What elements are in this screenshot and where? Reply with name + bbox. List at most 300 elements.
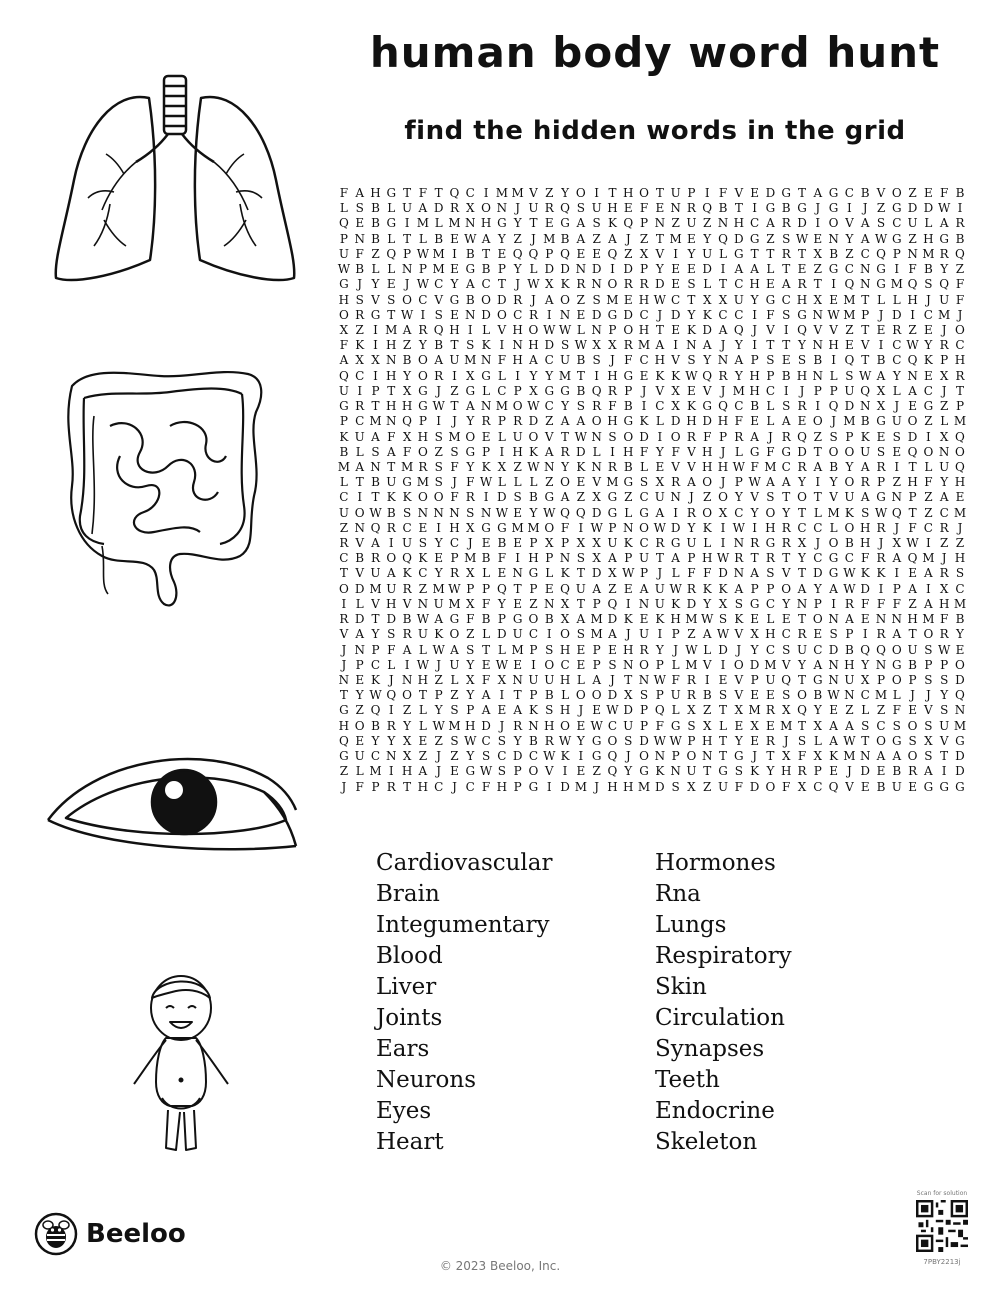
grid-letter: J [531, 292, 536, 307]
grid-letter: W [843, 566, 856, 581]
grid-letter: C [528, 749, 539, 764]
grid-letter: R [876, 459, 886, 474]
grid-letter: Q [955, 459, 965, 474]
grid-letter: R [639, 642, 649, 657]
grid-letter: A [829, 733, 838, 748]
grid-letter: F [940, 612, 949, 627]
grid-letter: L [892, 383, 901, 398]
grid-letter: E [623, 292, 633, 307]
grid-letter: W [416, 612, 430, 627]
grid-row [336, 612, 968, 627]
grid-letter: O [560, 627, 570, 642]
grid-letter: J [436, 657, 442, 672]
grid-letter: A [766, 475, 775, 490]
grid-letter: Q [907, 444, 918, 459]
grid-letter: B [481, 262, 491, 277]
grid-letter: A [386, 444, 396, 459]
grid-letter: B [623, 459, 633, 474]
grid-letter: D [749, 657, 760, 672]
grid-letter: P [845, 627, 854, 642]
grid-letter: E [829, 292, 838, 307]
grid-letter: M [416, 475, 430, 490]
grid-letter: S [450, 733, 459, 748]
grid-letter: S [876, 216, 886, 231]
grid-letter: W [464, 231, 477, 246]
grid-letter: I [831, 353, 836, 368]
grid-letter: R [386, 520, 396, 535]
grid-letter: H [607, 368, 618, 383]
grid-letter: P [529, 536, 538, 551]
grid-letter: A [576, 216, 586, 231]
grid-letter: N [654, 749, 666, 764]
grid-letter: F [355, 246, 364, 261]
grid-letter: Q [496, 581, 507, 596]
grid-letter: E [924, 322, 933, 337]
grid-letter: D [512, 749, 523, 764]
grid-letter: R [686, 505, 696, 520]
grid-letter: M [432, 246, 445, 261]
grid-letter: K [623, 612, 633, 627]
grid-letter: A [781, 277, 791, 292]
grid-letter: V [355, 536, 365, 551]
grid-letter: G [781, 444, 791, 459]
grid-letter: L [482, 383, 491, 398]
grid-row [336, 719, 968, 734]
grid-letter: R [781, 520, 791, 535]
grid-letter: W [590, 520, 603, 535]
grid-letter: C [481, 277, 491, 292]
grid-letter: S [718, 688, 728, 703]
grid-letter: J [925, 292, 931, 307]
grid-letter: S [829, 627, 838, 642]
grid-letter: H [338, 292, 350, 307]
grid-row [336, 338, 968, 353]
grid-letter: X [813, 292, 823, 307]
grid-letter: A [908, 581, 917, 596]
grid-letter: H [401, 399, 413, 414]
grid-letter: P [892, 581, 901, 596]
grid-letter: P [418, 262, 427, 277]
grid-letter: L [418, 703, 427, 718]
grid-letter: D [560, 779, 570, 794]
grid-letter: N [370, 459, 381, 474]
grid-letter: U [402, 536, 413, 551]
grid-letter: F [339, 186, 349, 200]
grid-row [336, 536, 968, 551]
grid-letter: C [560, 657, 570, 672]
grid-letter: T [798, 246, 807, 261]
grid-letter: W [685, 368, 698, 383]
grid-letter: J [610, 673, 615, 687]
grid-letter: X [402, 733, 412, 748]
grid-letter: R [686, 688, 696, 703]
grid-letter: E [450, 764, 459, 779]
grid-letter: I [641, 399, 647, 414]
page-title: human body word hunt [369, 28, 941, 77]
grid-letter: L [624, 505, 633, 520]
grid-letter: E [450, 231, 459, 246]
grid-letter: B [813, 688, 823, 703]
grid-letter: V [829, 490, 838, 505]
grid-letter: T [719, 733, 728, 748]
grid-letter: W [716, 551, 730, 566]
grid-letter: I [941, 764, 947, 779]
word-item: Eyes [376, 1098, 432, 1124]
grid-letter: P [529, 642, 538, 657]
grid-letter: R [386, 718, 396, 733]
grid-letter: T [908, 459, 917, 474]
grid-letter: X [544, 277, 554, 292]
grid-letter: W [527, 459, 540, 474]
grid-letter: F [734, 779, 743, 794]
grid-letter: A [355, 627, 365, 642]
grid-letter: F [766, 307, 775, 322]
grid-letter: A [750, 262, 759, 277]
grid-letter: U [939, 292, 950, 307]
grid-letter: T [908, 627, 917, 642]
grid-letter: G [591, 733, 602, 748]
grid-letter: E [955, 490, 965, 505]
grid-letter: G [828, 262, 839, 277]
grid-letter: O [481, 292, 491, 307]
grid-letter: L [355, 596, 364, 611]
grid-letter: D [797, 216, 807, 231]
grid-letter: L [418, 642, 427, 657]
grid-letter: K [655, 764, 665, 779]
grid-letter: R [750, 536, 760, 551]
grid-letter: X [402, 383, 412, 398]
grid-letter: L [592, 444, 601, 459]
grid-letter: P [861, 307, 870, 322]
grid-letter: I [436, 520, 442, 535]
grid-letter: B [371, 718, 380, 733]
grid-letter: G [639, 764, 649, 779]
grid-letter: I [404, 657, 410, 672]
grid-letter: R [513, 292, 523, 307]
grid-letter: Q [623, 216, 634, 231]
grid-letter: I [831, 277, 836, 292]
grid-letter: N [891, 612, 903, 627]
grid-letter: G [607, 505, 618, 520]
grid-letter: T [798, 718, 807, 733]
grid-letter: L [529, 475, 538, 490]
grid-letter: T [513, 581, 522, 596]
grid-letter: I [357, 383, 363, 398]
grid-letter: B [560, 231, 570, 246]
grid-letter: D [591, 566, 602, 581]
grid-letter: S [876, 444, 886, 459]
grid-letter: D [749, 779, 760, 794]
grid-letter: J [720, 444, 726, 459]
grid-letter: E [750, 186, 759, 200]
grid-letter: G [386, 216, 397, 231]
grid-letter: N [670, 201, 681, 216]
grid-letter: G [481, 520, 491, 535]
grid-letter: V [781, 657, 791, 672]
grid-letter: X [592, 338, 601, 353]
grid-letter: E [497, 566, 507, 581]
grid-letter: I [720, 520, 726, 535]
grid-letter: S [355, 292, 364, 307]
grid-letter: F [892, 596, 901, 611]
grid-letter: E [876, 322, 886, 337]
grid-letter: L [829, 368, 838, 383]
grid-letter: J [941, 551, 947, 566]
grid-letter: C [813, 779, 823, 794]
grid-letter: T [450, 338, 459, 353]
grid-letter: O [575, 186, 586, 200]
grid-letter: R [781, 246, 791, 261]
grid-letter: A [576, 612, 586, 627]
grid-letter: T [798, 612, 807, 627]
grid-letter: P [624, 383, 633, 398]
grid-letter: I [610, 444, 615, 459]
grid-letter: G [528, 779, 539, 794]
grid-letter: K [860, 429, 870, 444]
grid-letter: V [371, 292, 380, 307]
grid-letter: C [844, 551, 854, 566]
grid-row [336, 749, 968, 764]
grid-letter: H [623, 186, 634, 200]
grid-letter: G [623, 475, 634, 490]
grid-letter: T [655, 322, 664, 337]
grid-letter: E [481, 429, 491, 444]
qr-caption: Scan for solution [916, 1190, 968, 1197]
grid-letter: G [797, 307, 807, 322]
grid-letter: C [892, 338, 902, 353]
word-item: Respiratory [655, 943, 792, 969]
grid-letter: V [860, 338, 870, 353]
grid-letter: Z [450, 688, 459, 703]
grid-letter: N [859, 749, 871, 764]
grid-letter: M [764, 657, 777, 672]
grid-letter: L [892, 292, 901, 307]
grid-letter: Q [338, 216, 349, 231]
grid-letter: C [639, 490, 649, 505]
grid-letter: J [452, 779, 457, 794]
grid-letter: H [701, 551, 713, 566]
grid-letter: R [623, 277, 633, 292]
grid-letter: G [734, 246, 744, 261]
grid-letter: G [955, 733, 965, 748]
grid-letter: E [908, 399, 917, 414]
grid-letter: S [924, 673, 933, 687]
grid-letter: J [894, 520, 900, 535]
grid-letter: W [938, 642, 951, 657]
grid-letter: F [497, 551, 507, 566]
grid-letter: S [387, 627, 396, 642]
grid-letter: N [812, 368, 824, 383]
grid-letter: I [878, 338, 884, 353]
grid-letter: E [734, 718, 744, 733]
grid-letter: J [515, 277, 521, 292]
grid-letter: S [434, 459, 443, 474]
grid-letter: W [574, 429, 588, 444]
grid-letter: M [843, 749, 856, 764]
grid-letter: V [876, 186, 886, 200]
grid-letter: G [749, 596, 760, 611]
grid-letter: O [844, 520, 855, 535]
grid-letter: W [495, 657, 509, 672]
grid-letter: G [607, 307, 618, 322]
grid-letter: N [528, 718, 539, 733]
grid-letter: Y [624, 764, 633, 779]
grid-letter: X [860, 673, 870, 687]
grid-letter: W [558, 733, 572, 748]
grid-letter: S [892, 718, 901, 733]
grid-letter: A [829, 718, 838, 733]
grid-letter: S [782, 688, 791, 703]
grid-letter: B [434, 338, 444, 353]
grid-letter: E [418, 733, 428, 748]
grid-letter: L [387, 231, 396, 246]
grid-letter: A [734, 262, 744, 277]
grid-letter: Z [703, 216, 712, 231]
grid-letter: T [798, 186, 807, 200]
grid-letter: X [639, 246, 649, 261]
grid-letter: O [417, 444, 428, 459]
child-illustration [126, 972, 236, 1158]
grid-letter: P [371, 642, 380, 657]
grid-letter: X [892, 536, 902, 551]
grid-letter: X [750, 718, 759, 733]
grid-row [336, 369, 968, 384]
page-subtitle: find the hidden words in the grid [404, 116, 906, 146]
grid-letter: B [718, 201, 728, 216]
grid-letter: X [466, 520, 475, 535]
grid-letter: V [529, 186, 538, 200]
grid-letter: G [939, 231, 949, 246]
grid-letter: B [923, 262, 933, 277]
grid-letter: S [687, 718, 696, 733]
grid-letter: T [813, 444, 822, 459]
grid-letter: P [371, 779, 380, 794]
grid-letter: V [845, 216, 854, 231]
grid-letter: K [560, 749, 570, 764]
grid-letter: G [497, 520, 507, 535]
grid-letter: M [464, 551, 477, 566]
grid-letter: G [607, 490, 618, 505]
grid-letter: W [732, 520, 745, 535]
grid-letter: W [527, 399, 540, 414]
grid-letter: H [859, 536, 871, 551]
grid-letter: W [827, 688, 840, 703]
grid-letter: L [529, 262, 538, 277]
grid-letter: A [608, 627, 617, 642]
grid-letter: Z [908, 322, 917, 337]
grid-letter: T [434, 186, 443, 200]
grid-row [336, 490, 968, 505]
grid-letter: G [544, 383, 555, 398]
grid-letter: Q [907, 551, 918, 566]
grid-letter: V [402, 596, 412, 611]
grid-row [336, 460, 968, 475]
grid-letter: C [339, 551, 349, 566]
grid-letter: T [703, 764, 712, 779]
grid-letter: R [876, 520, 886, 535]
grid-letter: S [955, 566, 965, 581]
grid-letter: Q [386, 688, 397, 703]
grid-letter: W [558, 322, 572, 337]
grid-letter: Y [845, 459, 854, 474]
grid-letter: C [876, 718, 886, 733]
grid-letter: A [576, 414, 586, 429]
grid-letter: H [480, 216, 492, 231]
grid-letter: C [813, 520, 823, 535]
grid-letter: Z [766, 231, 775, 246]
grid-letter: G [813, 673, 823, 687]
grid-row [336, 201, 968, 216]
grid-letter: L [703, 536, 712, 551]
grid-letter: D [639, 733, 649, 748]
grid-letter: H [749, 383, 760, 398]
grid-letter: X [813, 718, 823, 733]
grid-letter: O [575, 688, 586, 703]
grid-letter: B [355, 262, 365, 277]
grid-letter: K [750, 764, 760, 779]
grid-letter: R [876, 627, 886, 642]
grid-letter: F [402, 444, 412, 459]
grid-letter: Y [813, 581, 822, 596]
grid-letter: U [354, 749, 365, 764]
grid-letter: U [844, 383, 855, 398]
grid-letter: L [671, 657, 680, 672]
grid-row [336, 399, 968, 414]
bee-icon [34, 1212, 78, 1256]
grid-letter: T [861, 322, 870, 337]
grid-letter: X [466, 201, 475, 216]
grid-letter: K [481, 338, 491, 353]
grid-letter: Y [418, 338, 427, 353]
grid-letter: O [465, 429, 476, 444]
grid-letter: W [479, 764, 493, 779]
grid-letter: E [513, 536, 523, 551]
grid-letter: L [387, 262, 396, 277]
grid-letter: X [734, 703, 744, 718]
grid-letter: X [560, 596, 570, 611]
grid-letter: V [592, 475, 601, 490]
grid-letter: W [416, 246, 430, 261]
grid-letter: N [338, 673, 350, 687]
grid-letter: D [623, 703, 634, 718]
grid-letter: E [924, 368, 933, 383]
grid-letter: I [720, 262, 726, 277]
grid-letter: B [386, 505, 396, 520]
grid-letter: G [828, 201, 839, 216]
grid-letter: C [734, 307, 744, 322]
grid-letter: O [781, 581, 792, 596]
grid-letter: E [829, 703, 838, 718]
grid-letter: P [813, 764, 822, 779]
grid-letter: A [402, 322, 412, 337]
grid-letter: W [543, 505, 556, 520]
word-item: Skeleton [655, 1129, 758, 1155]
grid-letter: X [687, 703, 696, 718]
grid-letter: H [844, 657, 855, 672]
grid-letter: G [465, 444, 476, 459]
grid-letter: N [544, 459, 555, 474]
grid-letter: M [369, 764, 382, 779]
grid-letter: R [449, 201, 459, 216]
grid-letter: V [781, 566, 791, 581]
grid-letter: Q [876, 246, 886, 261]
grid-letter: I [404, 216, 410, 231]
grid-letter: H [512, 322, 523, 337]
grid-letter: H [954, 353, 966, 368]
grid-letter: U [638, 551, 650, 566]
grid-letter: S [466, 338, 475, 353]
grid-letter: N [480, 505, 492, 520]
